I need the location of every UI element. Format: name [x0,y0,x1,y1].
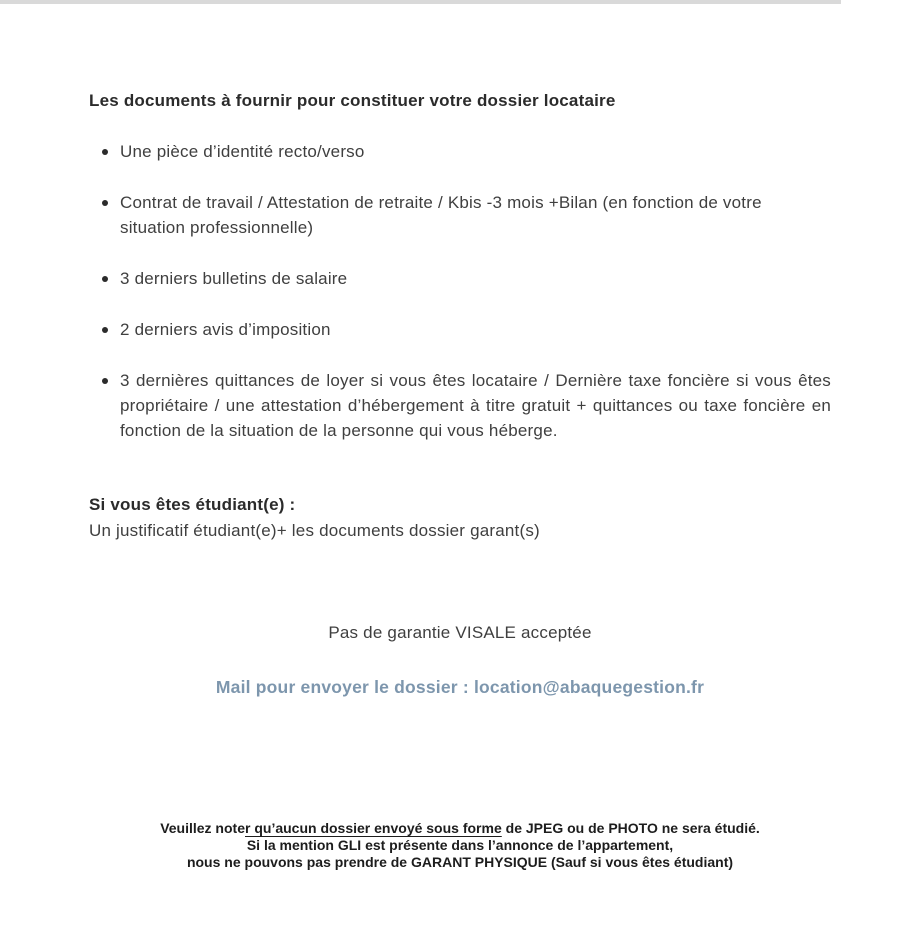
list-item-rent-receipts: 3 dernières quittances de loyer si vous êtes locataire / Dernière taxe foncière si vous êtes propriétaire / une attestation d’hébergement à titre gratuit + quittances ou taxe foncière en fonction de la situation de la personne qui vous héberge. [89,368,831,443]
required-documents-list [89,139,831,443]
page-title: Les documents à fournir pour constituer votre dossier locataire [89,91,616,110]
mail-instruction: Mail pour envoyer le dossier : location@abaquegestion.fr [215,677,705,697]
list-item-payslips: 3 derniers bulletins de salaire [89,266,831,291]
list-item-identity: Une pièce d’identité recto/verso [89,139,831,164]
footer-warning-line1 [89,820,831,837]
footer-warning-line2: Si la mention GLI est présente dans l’annonce de l’appartement, [246,837,674,853]
list-item-work-contract: Contrat de travail / Attestation de retraite / Kbis -3 mois +Bilan (en fonction de votre situation professionnelle) [89,190,831,240]
footer-warning [89,820,831,871]
footer-warning-line3: nous ne pouvons pas prendre de GARANT PHYSIQUE (Sauf si vous êtes étudiant) [186,854,734,870]
footer-line1-underlined: r qu’aucun dossier envoyé sous forme [245,820,502,836]
visale-note: Pas de garantie VISALE acceptée [328,623,592,642]
document-page [89,88,831,871]
student-section [89,492,831,544]
window-edge-bar [0,0,841,4]
student-text: Un justificatif étudiant(e)+ les documents dossier garant(s) [89,521,540,540]
list-item-tax-notices: 2 derniers avis d’imposition [89,317,831,342]
student-heading: Si vous êtes étudiant(e) : [89,495,296,514]
footer-line1-prefix: Veuillez note [160,820,245,836]
footer-line1-suffix: de JPEG ou de PHOTO ne sera étudié. [501,820,760,836]
